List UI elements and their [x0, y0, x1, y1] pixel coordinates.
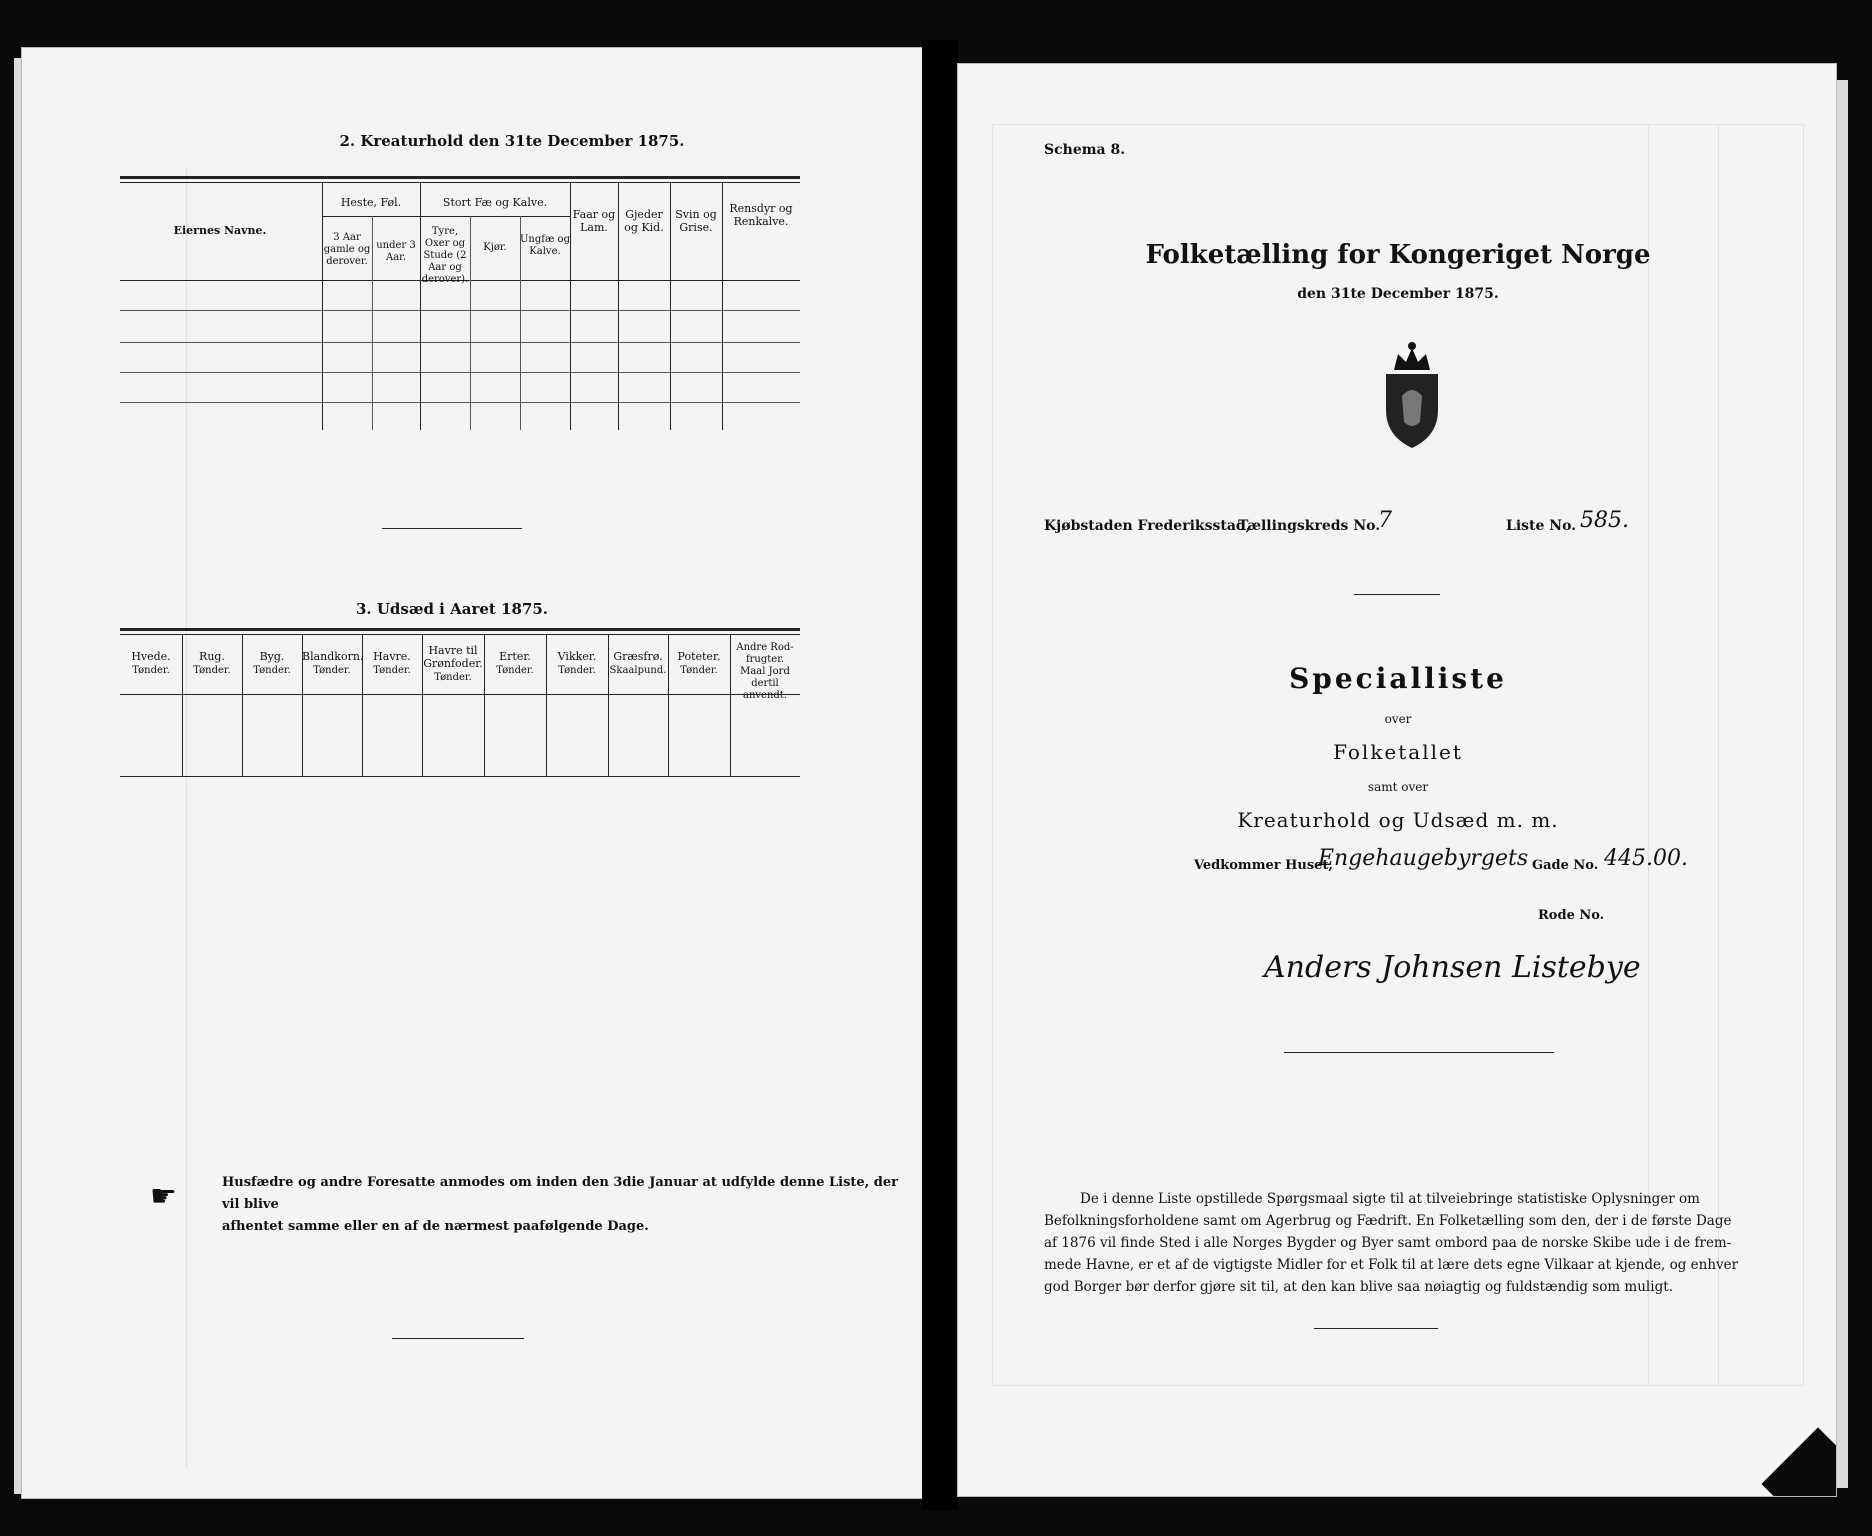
col-horses-adult: 3 Aar gamle og derover. [323, 232, 371, 267]
torn-corner [1761, 1427, 1836, 1496]
paragraph-line-5: god Borger bør derfor gjøre sit til, at den kan blive saa nøiagtig og fuldstændig som muligt. [1044, 1279, 1673, 1295]
divider [392, 1338, 524, 1339]
crop-potatoes-unit: Tønder. [680, 665, 718, 676]
gade-label: Gade No. [1532, 858, 1599, 873]
gade-value: 445.00. [1604, 846, 1688, 871]
col-cattle-bulls: Tyre, Oxer og Stude (2 Aar og derover). [421, 226, 469, 285]
house-value: Engehaugebyrgets [1318, 846, 1529, 871]
section2-title: 2. Kreaturhold den 31te December 1875. [339, 132, 685, 150]
crop-rye: Rug. [199, 650, 225, 663]
rode-label: Rode No. [1538, 908, 1605, 923]
section3-title: 3. Udsæd i Aaret 1875. [355, 600, 549, 618]
district-label: Tællingskreds No. [1238, 518, 1381, 534]
notice-line-2: afhentet samme eller en af de nærmest paafølgende Dage. [222, 1219, 649, 1234]
divider [382, 528, 522, 529]
divider [1314, 1328, 1438, 1329]
crop-grass-seed: Græsfrø. [613, 650, 663, 663]
col-reindeer: Rensdyr og Renkalve. [729, 202, 793, 228]
crop-mixed-grain: Blandkorn. [302, 650, 364, 663]
crop-wheat-unit: Tønder. [132, 665, 170, 676]
crop-oats: Havre. [373, 650, 411, 663]
coat-of-arms-icon [1380, 340, 1444, 450]
left-page [22, 48, 922, 1498]
crop-vetch: Vikker. [557, 650, 597, 663]
town-label: Kjøbstaden Frederiksstad, [1044, 518, 1251, 534]
notice-line-1: Husfædre og andre Foresatte anmodes om inden den 3die Januar at udfylde denne Liste, der vil blive [222, 1175, 898, 1212]
crop-barley-unit: Tønder. [253, 665, 291, 676]
list-value: 585. [1580, 508, 1629, 533]
paragraph-line-2: Befolkningsforholdene samt om Agerbrug og Fædrift. En Folketælling som den, der i de første Dage [1044, 1213, 1732, 1229]
schema-label: Schema 8. [1044, 142, 1126, 158]
explanation-paragraph [1044, 1188, 1804, 1298]
col-cattle: Stort Fæ og Kalve. [442, 196, 548, 209]
col-cattle-cows: Kjør. [483, 242, 507, 253]
specialliste-heading: Specialliste [1289, 662, 1507, 695]
house-label: Vedkommer Huset, [1194, 858, 1333, 873]
crop-potatoes: Poteter. [677, 650, 721, 663]
folketallet-heading: Folketallet [1333, 740, 1463, 764]
paragraph-line-1: De i denne Liste opstillede Spørgsmaal sigte til at tilveiebringe statistiske Oplysninger om [1080, 1191, 1700, 1207]
crop-green-oats: Havre til Grønfoder. [423, 644, 483, 670]
col-horses-young: under 3 Aar. [376, 240, 416, 263]
kreaturhold-heading: Kreaturhold og Udsæd m. m. [1237, 808, 1559, 832]
book-gutter [922, 40, 958, 1510]
crop-wheat: Hvede. [131, 650, 171, 663]
pointing-hand-icon: ☛ [150, 1179, 177, 1214]
district-value: 7 [1378, 508, 1392, 533]
col-owner: Eiernes Navne. [173, 224, 267, 237]
col-horses: Heste, Føl. [340, 196, 402, 209]
samt-over-text: samt over [1367, 780, 1429, 794]
crop-peas-unit: Tønder. [496, 665, 534, 676]
bleed-through-margin [106, 168, 187, 1468]
crop-root-crops-unit: Maal Jord dertil anvendt. [740, 666, 790, 701]
census-date: den 31te December 1875. [1297, 286, 1499, 302]
crop-peas: Erter. [499, 650, 531, 663]
owner-signature: Anders Johnsen Listebye [1264, 950, 1641, 985]
crop-oats-unit: Tønder. [373, 665, 411, 676]
crop-rye-unit: Tønder. [193, 665, 231, 676]
crop-mixed-grain-unit: Tønder. [313, 665, 351, 676]
crop-root-crops: Andre Rod-frugter. [736, 642, 794, 665]
crop-vetch-unit: Tønder. [558, 665, 596, 676]
col-sheep: Faar og Lam. [572, 208, 616, 234]
list-label: Liste No. [1506, 518, 1577, 534]
paragraph-line-4: mede Havne, er et af de vigtigste Midler for et Folk til at lære dets egne Vilkaar at kjende, og enhver [1044, 1257, 1739, 1273]
over-text: over [1384, 712, 1412, 726]
divider [1354, 594, 1440, 595]
col-goats: Gjeder og Kid. [624, 208, 664, 234]
crop-barley: Byg. [259, 650, 285, 663]
crop-grass-seed-unit: Skaalpund. [609, 665, 667, 676]
col-cattle-calves: Ungfæ og Kalve. [520, 234, 570, 257]
signature-line [1284, 1052, 1554, 1053]
crop-green-oats-unit: Tønder. [434, 672, 472, 683]
census-title: Folketælling for Kongeriget Norge [1145, 240, 1651, 270]
paragraph-line-3: af 1876 vil finde Sted i alle Norges Bygder og Byer samt ombord paa de norske Skibe ude i de frem- [1044, 1235, 1732, 1251]
notice-text [222, 1172, 902, 1238]
right-page [958, 64, 1836, 1496]
col-pigs: Svin og Grise. [675, 208, 717, 234]
